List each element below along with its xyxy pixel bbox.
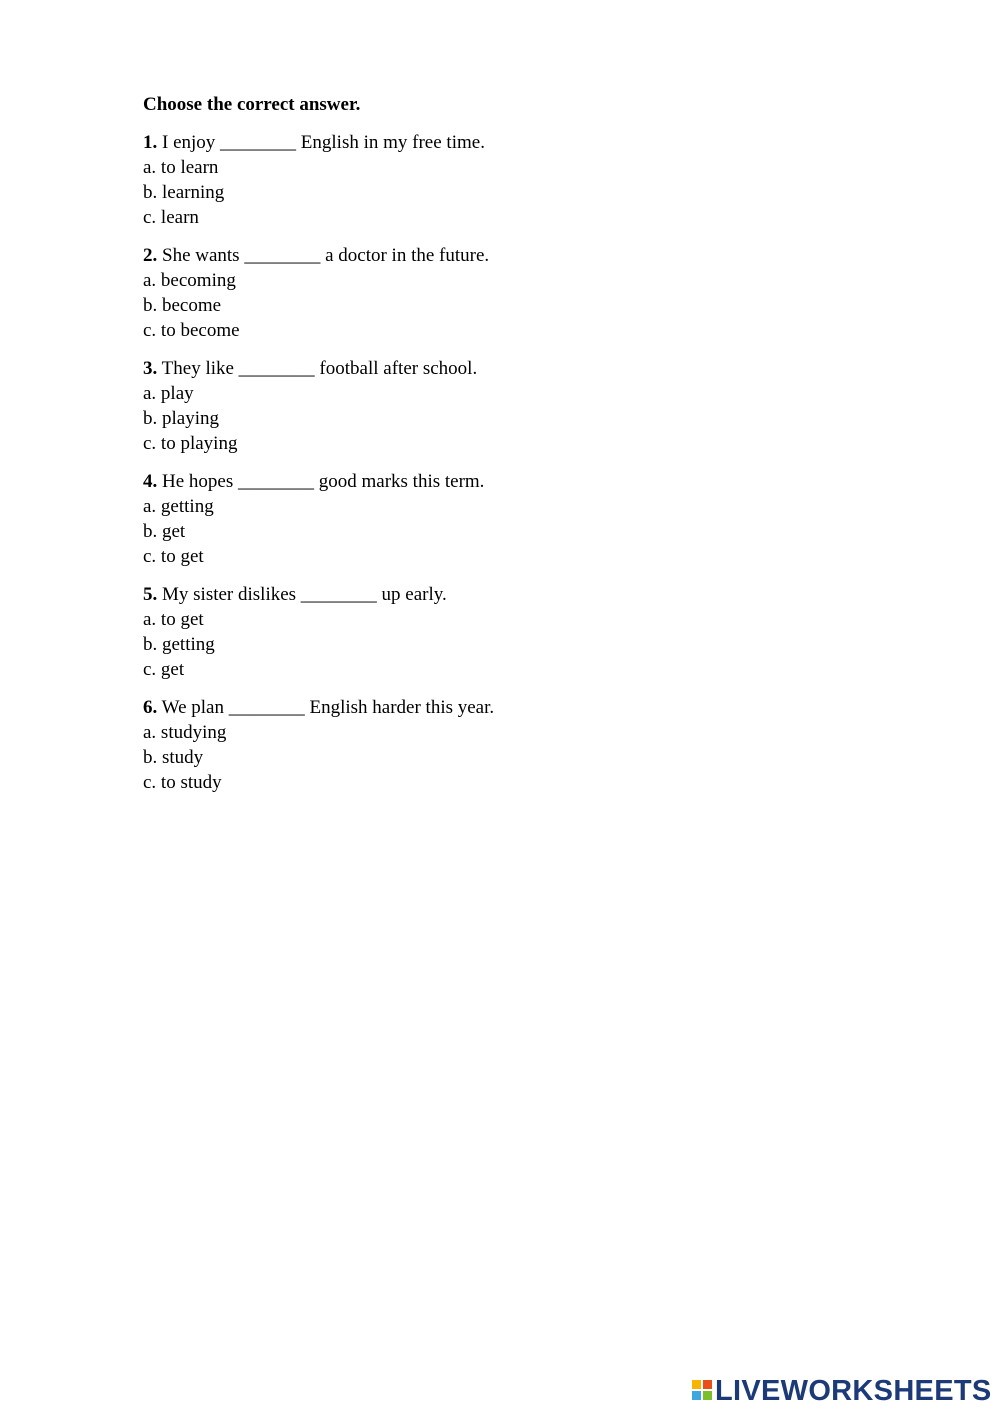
question-number: 2. [143,245,158,266]
answer-option-a[interactable]: a. to get [143,609,204,630]
question-prompt: My sister dislikes ________ up early. [157,584,447,605]
answer-option-a[interactable]: a. becoming [143,270,236,291]
answer-option-b[interactable]: b. learning [143,182,225,203]
question-number: 5. [143,584,158,605]
answer-option-b[interactable]: b. study [143,747,204,768]
question-prompt: They like ________ football after school. [157,358,478,379]
answer-option-c[interactable]: c. learn [143,207,199,228]
question-text [143,469,843,494]
question-text [143,582,843,607]
question-number: 3. [143,358,158,379]
question-text [143,356,843,381]
instruction-heading: Choose the correct answer. [143,94,361,115]
question-prompt: She wants ________ a doctor in the future. [157,245,490,266]
question-number: 1. [143,132,158,153]
question-number: 4. [143,471,158,492]
question-text [143,243,843,268]
logo-wordmark: LIVEWORKSHEETS [715,1375,992,1407]
answer-option-a[interactable]: a. studying [143,722,227,743]
question-1 [143,130,843,230]
logo-square-1 [692,1380,701,1389]
answer-option-a[interactable]: a. play [143,383,194,404]
question-3 [143,356,843,456]
answer-option-c[interactable]: c. to get [143,546,204,567]
answer-option-a[interactable]: a. getting [143,496,214,517]
answer-option-c[interactable]: c. to playing [143,433,238,454]
question-prompt: He hopes ________ good marks this term. [157,471,485,492]
answer-option-c[interactable]: c. to become [143,320,240,341]
question-text [143,130,843,155]
answer-option-b[interactable]: b. playing [143,408,219,429]
question-4 [143,469,843,569]
answer-option-b[interactable]: b. get [143,521,186,542]
liveworksheets-logo-icon [692,1380,712,1402]
logo-square-2 [703,1380,712,1389]
question-5 [143,582,843,682]
question-prompt: I enjoy ________ English in my free time. [157,132,485,153]
liveworksheets-logo [692,1376,992,1406]
logo-square-4 [703,1391,712,1400]
question-2 [143,243,843,343]
answer-option-a[interactable]: a. to learn [143,157,219,178]
question-text [143,695,843,720]
question-number: 6. [143,697,158,718]
answer-option-b[interactable]: b. become [143,295,222,316]
answer-option-c[interactable]: c. to study [143,772,222,793]
question-prompt: We plan ________ English harder this year. [157,697,495,718]
worksheet [143,92,843,808]
question-6 [143,695,843,795]
logo-square-3 [692,1391,701,1400]
answer-option-b[interactable]: b. getting [143,634,215,655]
answer-option-c[interactable]: c. get [143,659,185,680]
